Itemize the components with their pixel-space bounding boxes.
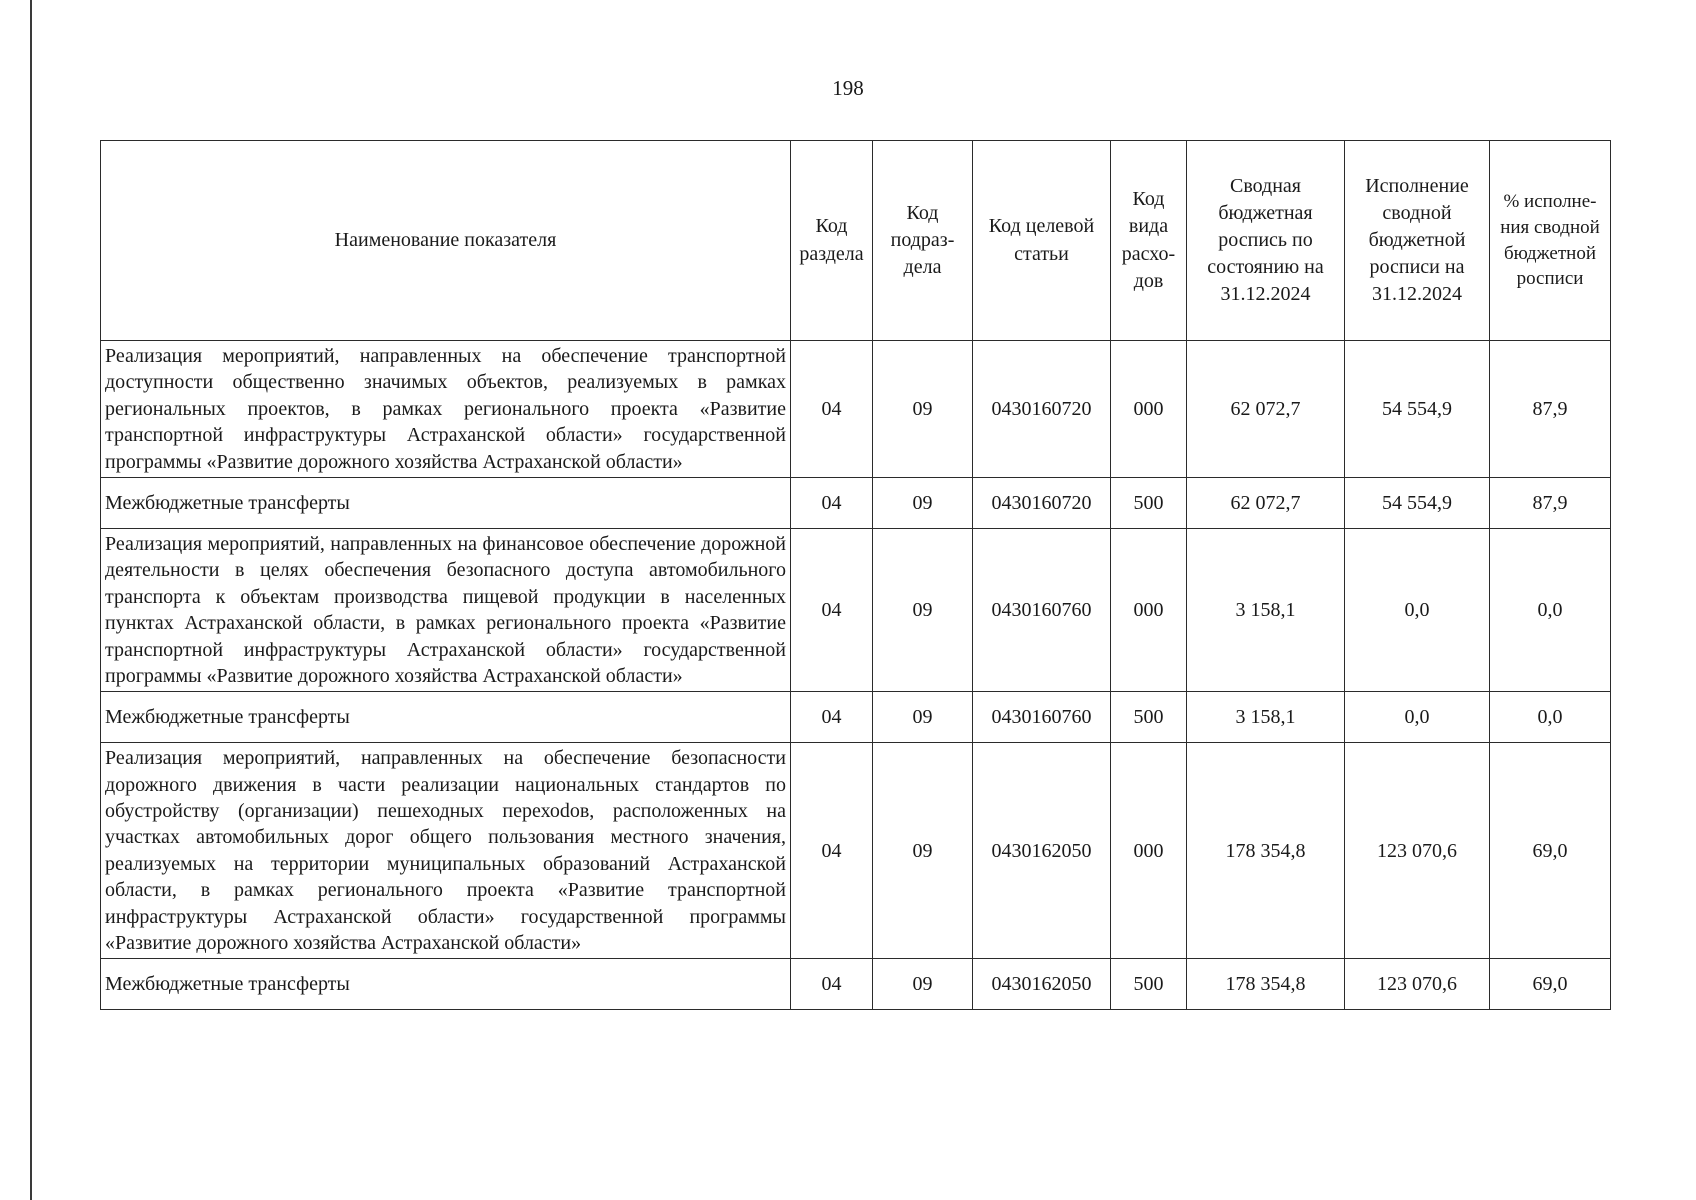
row-section: 04 [791,341,873,478]
row-name: Межбюджетные трансферты [101,692,791,743]
row-target: 0430162050 [973,743,1111,959]
row-type: 000 [1111,341,1187,478]
row-type: 000 [1111,743,1187,959]
header-exec: Исполнение сводной бюджетной росписи на 31.12.2024 [1345,141,1490,341]
row-exec: 123 070,6 [1345,743,1490,959]
row-type: 500 [1111,692,1187,743]
row-exec: 0,0 [1345,528,1490,691]
row-type: 000 [1111,528,1187,691]
table-row [101,692,1611,743]
row-plan: 62 072,7 [1187,341,1345,478]
row-target: 0430162050 [973,959,1111,1010]
row-target: 0430160720 [973,341,1111,478]
header-target: Код целевой статьи [973,141,1111,341]
row-subsection: 09 [873,692,973,743]
row-pct: 87,9 [1490,477,1611,528]
row-name: Межбюджетные трансферты [101,477,791,528]
row-pct: 69,0 [1490,959,1611,1010]
row-exec: 54 554,9 [1345,341,1490,478]
row-name: Межбюджетные трансферты [101,959,791,1010]
budget-table [100,140,1611,1010]
row-pct: 0,0 [1490,692,1611,743]
row-section: 04 [791,477,873,528]
row-target: 0430160720 [973,477,1111,528]
row-section: 04 [791,528,873,691]
row-exec: 54 554,9 [1345,477,1490,528]
row-type: 500 [1111,959,1187,1010]
header-pct: % исполнения сводной бюджетной росписи [1490,141,1611,341]
row-exec: 123 070,6 [1345,959,1490,1010]
row-subsection: 09 [873,959,973,1010]
page-number: 198 [832,76,864,100]
row-plan: 3 158,1 [1187,692,1345,743]
row-plan: 178 354,8 [1187,743,1345,959]
header-type: Код вида расходов [1111,141,1187,341]
row-target: 0430160760 [973,692,1111,743]
row-name: Реализация мероприятий, направленных на обеспечение безопасности дорожного движения в части реализации национальных стандартов по обустройству (организации) пешеходных перехоdов, расположенных на участках автомобильных дорог общего пользования местного значения, реализуемых на территории муниципальных образований Астраханской области, в рамках регионального проекта «Развитие транспортной инфраструктуры Астраханской области» государственной программы «Развитие дорожного хозяйства Астраханской области» [101,743,791,959]
row-subsection: 09 [873,528,973,691]
header-name: Наименование показателя [101,141,791,341]
row-subsection: 09 [873,477,973,528]
header-subsection: Код подраздела [873,141,973,341]
table-row [101,477,1611,528]
row-subsection: 09 [873,341,973,478]
row-section: 04 [791,743,873,959]
table-row [101,341,1611,478]
row-section: 04 [791,959,873,1010]
header-section: Код раздела [791,141,873,341]
row-plan: 178 354,8 [1187,959,1345,1010]
row-section: 04 [791,692,873,743]
row-exec: 0,0 [1345,692,1490,743]
row-name: Реализация мероприятий, направленных на финансовое обеспечение дорожной деятельности в целях обеспечения безопасного доступа автомобильного транспорта к объектам производства пищевой продукции в населенных пунктах Астраханской области, в рамках регионального проекта «Развитие транспортной инфраструктуры Астраханской области» государственной программы «Развитие дорожного хозяйства Астраханской области» [101,528,791,691]
row-subsection: 09 [873,743,973,959]
table-header-row [101,141,1611,341]
table-row [101,528,1611,691]
row-pct: 0,0 [1490,528,1611,691]
header-plan: Сводная бюджетная роспись по состоянию на 31.12.2024 [1187,141,1345,341]
table-row [101,743,1611,959]
row-pct: 69,0 [1490,743,1611,959]
table-row [101,959,1611,1010]
row-pct: 87,9 [1490,341,1611,478]
row-type: 500 [1111,477,1187,528]
row-plan: 3 158,1 [1187,528,1345,691]
row-name: Реализация мероприятий, направленных на обеспечение транспортной доступности общественно значимых объектов, реализуемых в рамках региональных проектов, в рамках регионального проекта «Развитие транспортной инфраструктуры Астраханской области» государственной программы «Развитие дорожного хозяйства Астраханской области» [101,341,791,478]
row-target: 0430160760 [973,528,1111,691]
page-left-edge [30,0,32,1200]
row-plan: 62 072,7 [1187,477,1345,528]
